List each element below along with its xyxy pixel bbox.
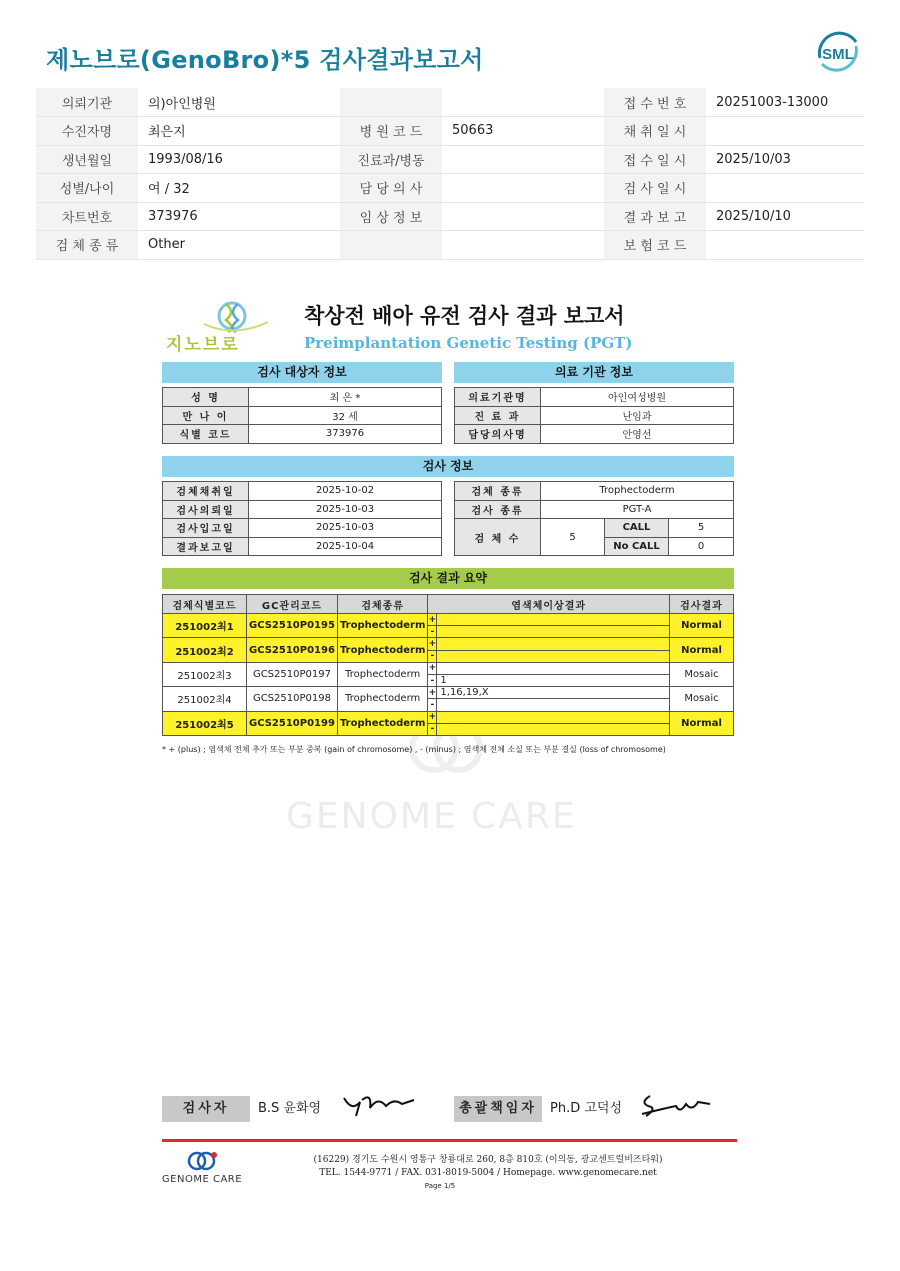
test-date-row [163,537,442,556]
gc-code-cell: GCS2510P0195 [247,614,338,638]
test-info-section-header: 검사 정보 [162,456,734,477]
subject-info-label: 만 나 이 [163,406,249,425]
sample-count-value: 5 [541,519,605,556]
patient-info-row [36,231,864,260]
subject-info-row [163,406,442,425]
test-date-label: 검사입고일 [163,519,249,538]
result-header-cell: 염색체이상결과 [428,595,670,614]
nocall-value: 0 [669,537,734,556]
loss-value: 1 [437,674,670,686]
test-date-label: 검사의뢰일 [163,500,249,519]
director-label: 총괄책임자 [454,1096,542,1122]
genome-care-logo [160,1150,244,1190]
patient-info-table [36,88,864,260]
institution-info-value: 아인여성병원 [541,388,734,407]
specimen-type-cell: Trophectoderm [337,711,427,735]
institution-info-label: 의료기관명 [455,388,541,407]
result-row [163,614,734,626]
patient-info-label: 진료과/병동 [340,145,442,174]
patient-info-value: 여 / 32 [138,174,340,203]
result-row [163,638,734,650]
genobro-logo [164,294,274,355]
footer-rule [162,1139,737,1142]
gain-value: 1,16,19,X [437,687,670,699]
tester-signature [342,1088,418,1122]
patient-info-value [442,88,604,117]
patient-info-label: 생년월일 [36,145,138,174]
loss-value [437,650,670,662]
patient-info-label: 결 과 보 고 [604,202,706,231]
patient-info-value [706,231,864,260]
tester-label: 검사자 [162,1096,250,1122]
result-cell: Normal [670,614,734,638]
test-type-value: PGT-A [541,500,734,519]
plus-sign: + [428,614,437,625]
patient-info-label: 병 원 코 드 [340,117,442,146]
tester-name: B.S 윤화영 [258,1101,322,1116]
dna-helix-icon [164,294,274,334]
gc-code-cell: GCS2510P0196 [247,638,338,662]
patient-info-label: 채 취 일 시 [604,117,706,146]
genome-care-logo-text: GENOME CARE [161,1174,243,1185]
patient-info-row [36,88,864,117]
test-date-value: 2025-10-03 [249,519,442,538]
patient-info-label [340,88,442,117]
loss-value [437,723,670,735]
subject-section-header: 검사 대상자 정보 [162,362,442,383]
gc-code-cell: GCS2510P0198 [247,687,338,711]
result-cell: Normal [670,638,734,662]
patient-info-value: 20251003-13000 [706,88,864,117]
patient-info-value: 373976 [138,202,340,231]
institution-info-row [455,406,734,425]
patient-info-label: 의뢰기관 [36,88,138,117]
result-header-cell: 검체식별코드 [163,595,247,614]
subject-info-table [162,387,442,444]
patient-info-row [36,145,864,174]
subject-info-value: 최 은 * [249,388,442,407]
specimen-id-cell: 251002최1 [163,614,247,638]
patient-info-value: 최은지 [138,117,340,146]
summary-section-header: 검사 결과 요약 [162,568,734,589]
minus-sign: - [428,699,437,711]
subject-info-label: 성 명 [163,388,249,407]
director-signature [636,1088,712,1122]
page-number: Page 1/5 [424,1182,456,1190]
subject-info-row [163,388,442,407]
patient-info-label: 검 체 종 류 [36,231,138,260]
footer-address: (16229) 경기도 수원시 영통구 창룡대로 260, 8층 810호 (이의동, 광교센트럴비즈타워) [313,1155,663,1165]
institution-info-label: 진 료 과 [455,406,541,425]
plus-sign: + [428,712,437,723]
footer-contact: TEL. 1544-9771 / FAX. 031-8019-5004 / Homepage. www.genomecare.net [319,1168,657,1178]
patient-info-value [442,202,604,231]
patient-info-label: 접 수 일 시 [604,145,706,174]
patient-info-value [706,117,864,146]
result-header-row [163,595,734,614]
patient-info-label: 담 당 의 사 [340,174,442,203]
test-dates-table [162,481,442,556]
report-title: 제노브로(GenoBro)*5 검사결과보고서 [46,46,484,74]
plus-sign: + [428,687,437,698]
test-date-row [163,500,442,519]
patient-info-label: 검 사 일 시 [604,174,706,203]
sml-logo-text: SML [822,46,854,63]
patient-info-value: 의)아인병원 [138,88,340,117]
subject-info-label: 식별 코드 [163,425,249,444]
patient-info-label: 성별/나이 [36,174,138,203]
patient-info-label: 접 수 번 호 [604,88,706,117]
result-row [163,662,734,674]
institution-info-row [455,425,734,444]
specimen-type-cell: Trophectoderm [337,687,427,711]
patient-info-row [36,117,864,146]
call-label: CALL [605,519,669,538]
patient-info-label [340,231,442,260]
minus-sign: - [428,650,437,662]
plus-sign: + [428,638,437,649]
specimen-id-cell: 251002최2 [163,638,247,662]
sml-logo [812,28,864,76]
result-cell: Normal [670,711,734,735]
test-date-value: 2025-10-03 [249,500,442,519]
pgt-report-subtitle: Preimplantation Genetic Testing (PGT) [304,334,633,352]
call-value: 5 [669,519,734,538]
patient-info-label: 임 상 정 보 [340,202,442,231]
patient-info-row [36,202,864,231]
specimen-type-value: Trophectoderm [541,482,734,501]
institution-section-header: 의료 기관 정보 [454,362,734,383]
patient-info-row [36,174,864,203]
institution-info-label: 담당의사명 [455,425,541,444]
test-type-table [454,481,734,556]
gc-code-cell: GCS2510P0197 [247,662,338,686]
institution-info-row [455,388,734,407]
result-row [163,687,734,699]
result-summary-table [162,594,734,736]
institution-info-value: 안영선 [541,425,734,444]
result-header-cell: GC관리코드 [247,595,338,614]
gc-code-cell: GCS2510P0199 [247,711,338,735]
genobro-logo-text: 지노브로 [166,335,240,355]
sml-logo-mark [812,28,864,76]
patient-info-value [706,174,864,203]
patient-info-label: 차트번호 [36,202,138,231]
subject-info-value: 373976 [249,425,442,444]
specimen-type-cell: Trophectoderm [337,662,427,686]
specimen-type-cell: Trophectoderm [337,614,427,638]
minus-sign: - [428,626,437,638]
specimen-type-cell: Trophectoderm [337,638,427,662]
footnote: * + (plus) ; 염색체 전체 추가 또는 부분 중복 (gain of chromosome) , - (minus) ; 염색체 전체 소실 또는 부분 결실 (loss of chromosome) [162,745,666,754]
minus-sign: - [428,723,437,735]
test-date-row [163,519,442,538]
minus-sign: - [428,674,437,686]
test-type-label: 검사 종류 [455,500,541,519]
test-date-label: 검체채취일 [163,482,249,501]
result-header-cell: 검체종류 [337,595,427,614]
plus-sign: + [428,663,437,674]
subject-info-value: 32 세 [249,406,442,425]
result-row [163,711,734,723]
patient-info-label: 보 험 코 드 [604,231,706,260]
specimen-id-cell: 251002최5 [163,711,247,735]
patient-info-value: 2025/10/10 [706,202,864,231]
patient-info-value: 50663 [442,117,604,146]
specimen-id-cell: 251002최3 [163,662,247,686]
nocall-label: No CALL [605,537,669,556]
gain-value [437,614,670,626]
test-date-label: 결과보고일 [163,537,249,556]
gain-value [437,662,670,674]
institution-info-table [454,387,734,444]
gain-value [437,638,670,650]
patient-info-value [442,174,604,203]
specimen-type-label: 검체 종류 [455,482,541,501]
footer-address-block [270,1154,706,1180]
patient-info-value: Other [138,231,340,260]
genome-care-logo-icon [184,1150,220,1172]
test-date-row [163,482,442,501]
specimen-id-cell: 251002최4 [163,687,247,711]
result-cell: Mosaic [670,687,734,711]
subject-info-row [163,425,442,444]
patient-info-value [442,231,604,260]
pgt-report-title: 착상전 배아 유전 검사 결과 보고서 [304,304,625,328]
patient-info-value: 1993/08/16 [138,145,340,174]
patient-info-value: 2025/10/03 [706,145,864,174]
gain-value [437,711,670,723]
patient-info-value [442,145,604,174]
loss-value [437,699,670,711]
patient-info-label: 수진자명 [36,117,138,146]
director-name: Ph.D 고덕성 [550,1101,623,1116]
test-date-value: 2025-10-04 [249,537,442,556]
sample-count-label: 검 체 수 [455,519,541,556]
result-cell: Mosaic [670,662,734,686]
result-header-cell: 검사결과 [670,595,734,614]
watermark-text: GENOME CARE [286,796,577,837]
institution-info-value: 난임과 [541,406,734,425]
test-date-value: 2025-10-02 [249,482,442,501]
loss-value [437,626,670,638]
